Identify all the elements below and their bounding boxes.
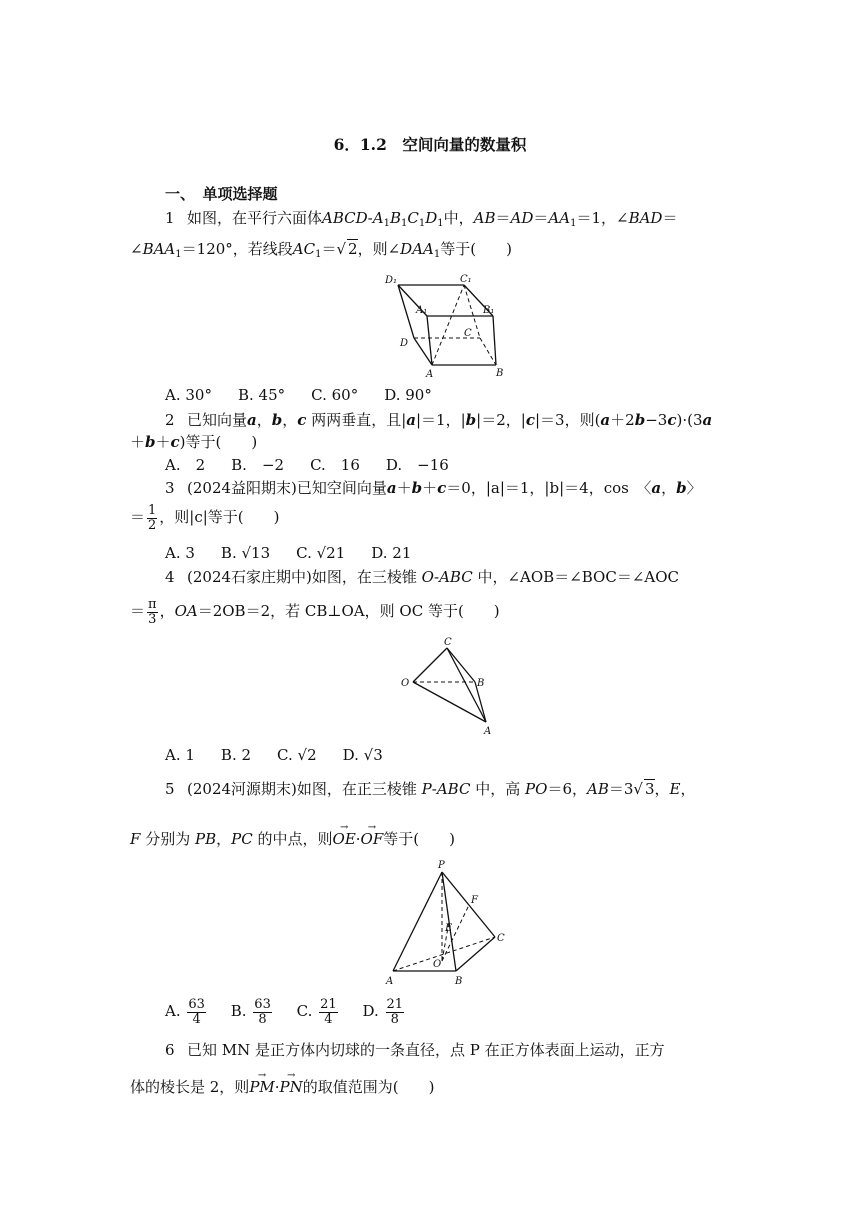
q1-options: A. 30° B. 45° C. 60° D. 90° (165, 386, 432, 404)
q3-line1: 3 (2024益阳期末)已知空间向量a＋b＋c＝0，|a|＝1，|b|＝4，cos 〈a，b〉 (165, 479, 702, 497)
label: F (471, 895, 478, 906)
q5-options: A. $\frac{63}{4}$ B. $\frac{63}{8}$ C. $\frac{21}{4}$ D. $\frac{21}{8}$ (165, 997, 404, 1027)
label: A (386, 976, 394, 987)
figure-parallelepiped (384, 270, 524, 380)
label: C (444, 637, 452, 648)
label: A (426, 369, 434, 380)
q3-options: A. 3 B. √13 C. √21 D. 21 (165, 544, 412, 562)
label: O (433, 959, 442, 970)
label: B (477, 678, 485, 689)
page-title: 6．1.2 空间向量的数量积 (333, 135, 527, 154)
q2-line2: ＋b＋c)等于( ) (130, 433, 258, 451)
label: C (464, 328, 472, 339)
label: E (445, 923, 453, 934)
q4-line2: ＝ $\frac{\pi}{3}$ ，OA＝2OB＝2，若 CB⊥OA，则 OC 等于( ) (130, 597, 500, 627)
q5-line2: F 分别为 PB，PC 的中点，则→ OE·→ OF等于( ) (130, 832, 455, 847)
label: P (438, 860, 445, 871)
label: D (400, 338, 409, 349)
label: C (497, 933, 505, 944)
label: O (401, 678, 410, 689)
label: B (455, 976, 463, 987)
figure-pyramid (382, 857, 512, 987)
label: B (496, 368, 504, 379)
q5-line1: 5 (2024河源期末)如图，在正三棱锥 P-ABC 中，高 PO＝6，AB＝3√ 3，E， (165, 780, 696, 798)
q6-line2: 体的棱长是 2，则→ PM·→ PN的取值范围为( ) (130, 1080, 434, 1095)
q4-options: A. 1 B. 2 C. √2 D. √3 (165, 746, 383, 764)
label: A₁ (416, 305, 428, 316)
q4-line1: 4 (2024石家庄期中)如图，在三棱锥 O-ABC 中，∠AOB＝∠BOC＝∠AOC (165, 568, 680, 586)
label: A (484, 726, 492, 736)
q1-line1: 1 如图，在平行六面体ABCD-$A_1B_1C_1D_1$中，$AB=AD=AA_1=1$，∠BAD＝ (165, 209, 678, 229)
q6-line1: 6 已知 MN 是正方体内切球的一条直径，点 P 在正方体表面上运动，正方 (165, 1041, 665, 1059)
section-heading: 一、 单项选择题 (165, 185, 278, 203)
figure-tetrahedron (400, 636, 510, 736)
q3-line2: ＝ $\frac{1}{2}$ ，则|c|等于( ) (130, 503, 280, 533)
label: C₁ (460, 274, 472, 285)
label: D₁ (385, 275, 398, 286)
label: B₁ (483, 305, 495, 316)
q2-line1: 2 已知向量a，b，c 两两垂直，且|a|＝1，|b|＝2，|c|＝3，则(a＋2b−3c)·(3a (165, 411, 713, 429)
q2-options: A. 2 B. −2 C. 16 D. −16 (165, 456, 449, 474)
q1-line2: $\angle BAA_1=120^\circ$，若线段$AC_1=√$ 2，则$\angle DAA_1$等于( ) (130, 240, 512, 260)
